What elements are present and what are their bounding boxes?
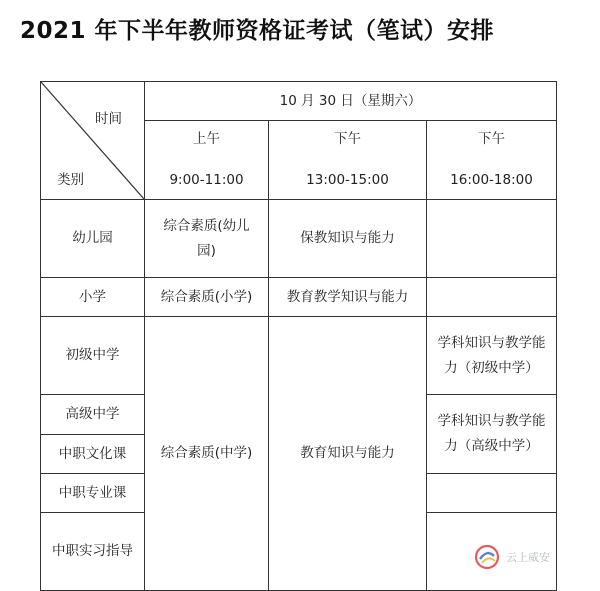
slot-period: 上午 [193, 131, 220, 148]
table-row [41, 317, 557, 395]
watermark-text: 云上威安 [506, 551, 550, 564]
slot-afternoon2-cell [427, 121, 557, 200]
watermark-logo-icon [474, 544, 500, 570]
subject-cell: 教育教学知识与能力 [269, 278, 427, 317]
subject-cell: 学科知识与教学能力（初级中学） [427, 317, 557, 395]
slot-morning-cell [145, 121, 269, 200]
category-header-label: 类别 [57, 171, 84, 188]
diagonal-header-cell [41, 82, 145, 200]
category-primary: 小学 [41, 278, 145, 317]
subject-cell: 学科知识与教学能力（高级中学） [427, 395, 557, 474]
category-vocational-culture: 中职文化课 [41, 435, 145, 474]
slot-time: 13:00-15:00 [306, 172, 389, 188]
watermark [474, 544, 550, 570]
table-row [41, 200, 557, 278]
time-header-label: 时间 [95, 111, 122, 127]
category-senior-middle: 高级中学 [41, 395, 145, 435]
slot-time: 16:00-18:00 [450, 172, 533, 188]
slot-time: 9:00-11:00 [169, 172, 244, 188]
page-title: 2021 年下半年教师资格证考试（笔试）安排 [20, 18, 495, 44]
category-vocational-internship: 中职实习指导 [41, 513, 145, 591]
subject-cell: 保教知识与能力 [269, 200, 427, 278]
subject-cell: 综合素质(幼儿园) [145, 200, 269, 278]
slot-period: 下午 [478, 131, 505, 148]
slot-afternoon1-cell [269, 121, 427, 200]
empty-cell [427, 200, 557, 278]
date-header-cell: 10 月 30 日（星期六） [145, 82, 557, 121]
slot-period: 下午 [334, 131, 361, 148]
empty-cell [427, 474, 557, 513]
category-kindergarten: 幼儿园 [41, 200, 145, 278]
table-row [41, 278, 557, 317]
subject-cell: 教育知识与能力 [269, 317, 427, 591]
category-junior-middle: 初级中学 [41, 317, 145, 395]
category-vocational-professional: 中职专业课 [41, 474, 145, 513]
table-row [41, 82, 557, 121]
subject-cell: 综合素质(中学) [145, 317, 269, 591]
exam-schedule-table [40, 81, 557, 591]
subject-cell: 综合素质(小学) [145, 278, 269, 317]
empty-cell [427, 278, 557, 317]
